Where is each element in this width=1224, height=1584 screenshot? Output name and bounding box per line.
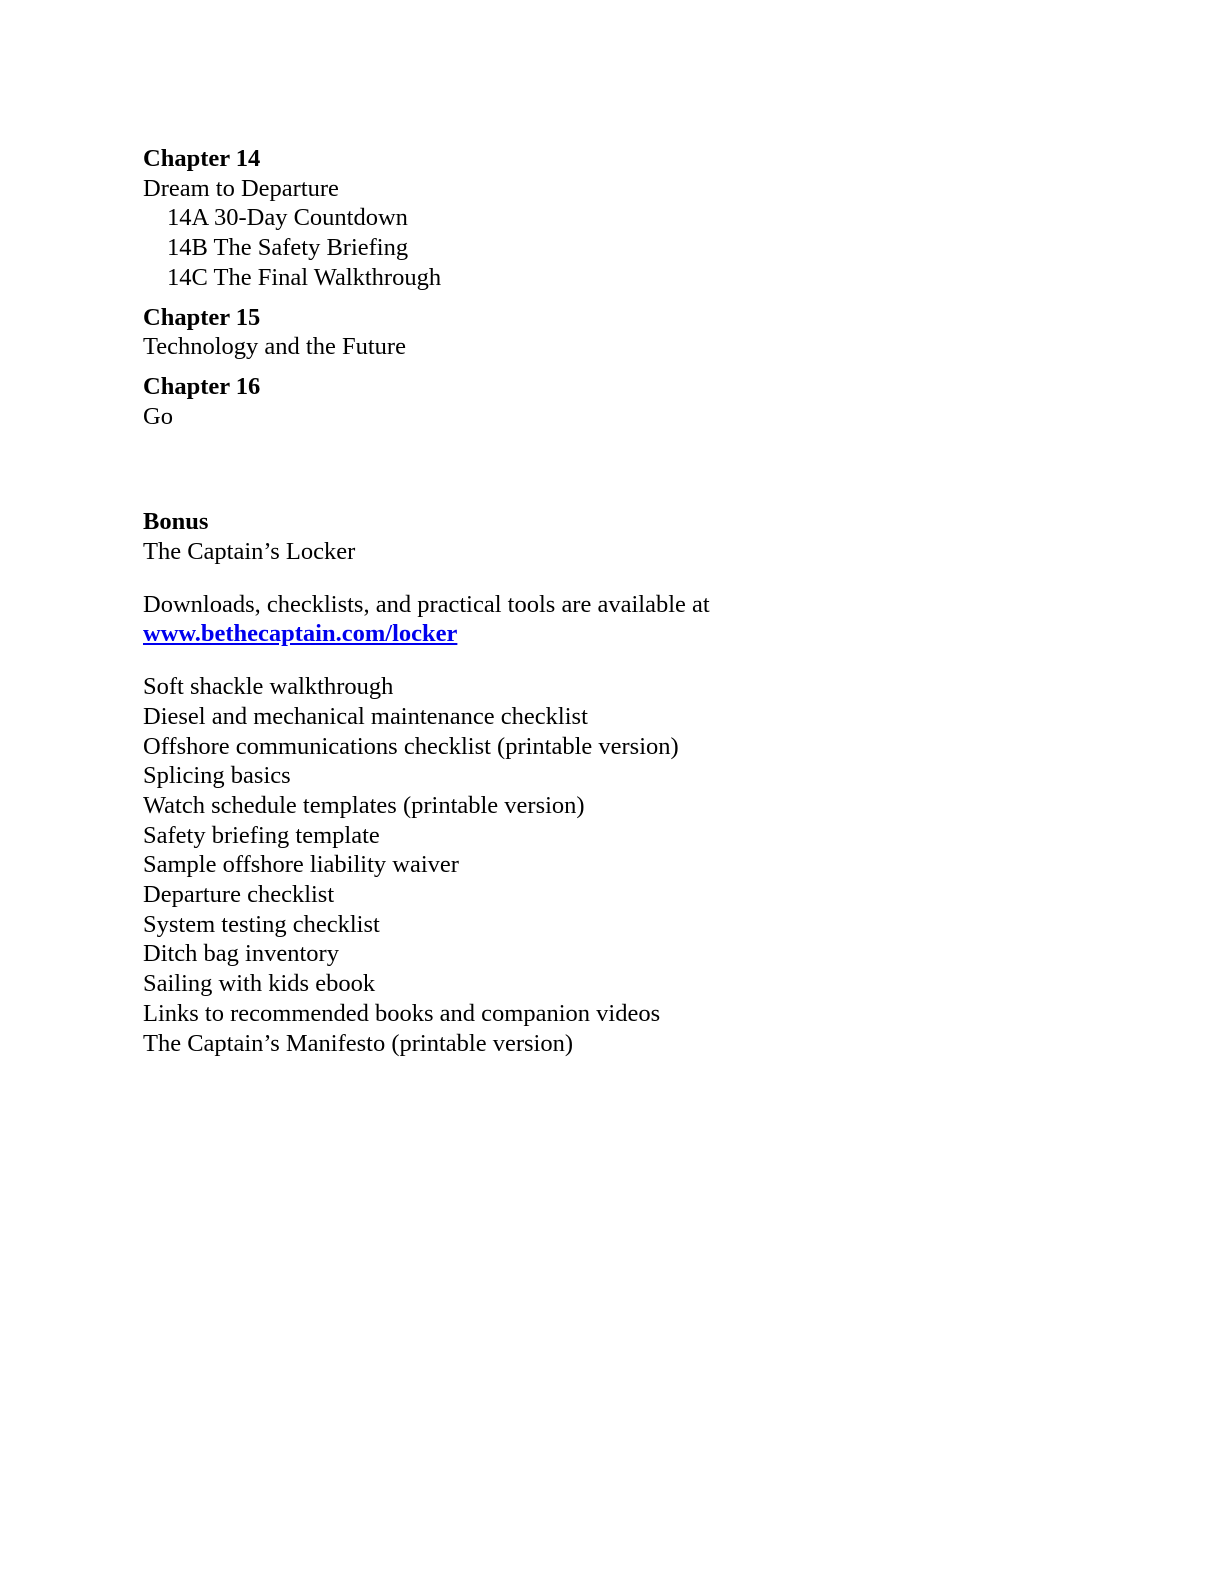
list-item: Departure checklist (143, 881, 335, 909)
list-item: Watch schedule templates (printable version) (143, 791, 585, 819)
chapter-heading: Chapter 15 (143, 303, 261, 331)
spacer (143, 567, 1043, 590)
section-item: 14A 30-Day Countdown (167, 204, 408, 232)
list-item: Sailing with kids ebook (143, 970, 376, 998)
chapter-15 (143, 303, 1043, 362)
list-item: System testing checklist (143, 910, 380, 938)
list-item: Sample offshore liability waiver (143, 851, 459, 879)
list-item: Offshore communications checklist (printable version) (143, 732, 679, 760)
list-item: Ditch bag inventory (143, 940, 339, 968)
locker-link[interactable]: www.bethecaptain.com/locker (143, 620, 458, 648)
spacer (143, 649, 1043, 672)
chapter-title: Go (143, 402, 173, 430)
spacer (143, 431, 1043, 507)
document-page (143, 144, 1043, 1058)
section-item: 14B The Safety Briefing (167, 234, 409, 262)
list-item: Safety briefing template (143, 821, 380, 849)
section-item: 14C The Final Walkthrough (167, 263, 442, 291)
chapter-16 (143, 372, 1043, 431)
list-item: Diesel and mechanical maintenance checklist (143, 702, 588, 730)
chapter-heading: Chapter 14 (143, 145, 261, 172)
bonus-intro: Downloads, checklists, and practical tools are available at (143, 590, 710, 618)
locker-link-line (143, 619, 1043, 649)
bonus-items-list (143, 672, 1043, 1058)
list-item: Soft shackle walkthrough (143, 673, 394, 701)
spacer (143, 362, 1043, 372)
bonus-title: The Captain’s Locker (143, 538, 356, 566)
chapter-title: Technology and the Future (143, 333, 406, 361)
bonus-heading: Bonus (143, 508, 209, 536)
chapter-14 (143, 144, 1043, 293)
list-item: The Captain’s Manifesto (printable version) (143, 1029, 573, 1057)
list-item: Links to recommended books and companion videos (143, 999, 661, 1027)
chapter-heading: Chapter 16 (143, 372, 261, 400)
bonus-section (143, 507, 1043, 1058)
chapter-title: Dream to Departure (143, 174, 339, 202)
spacer (143, 293, 1043, 303)
list-item: Splicing basics (143, 762, 291, 790)
